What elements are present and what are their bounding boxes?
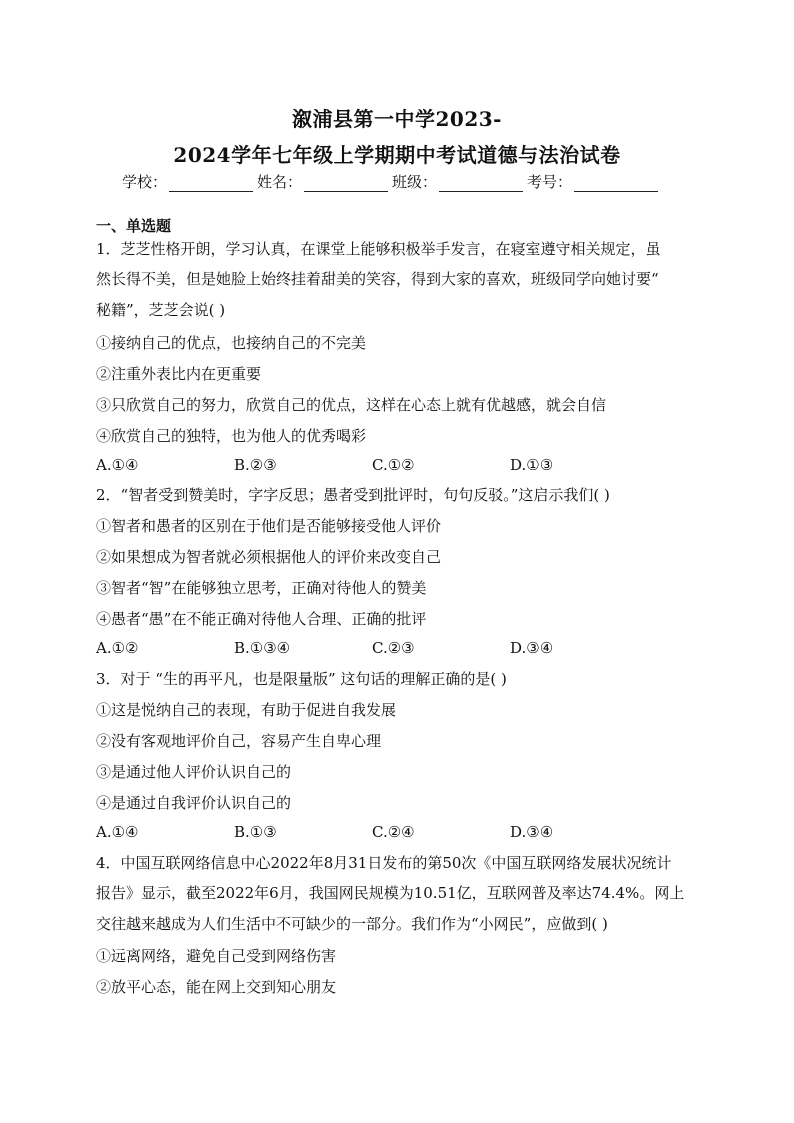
q2-option-d[interactable]: D.③④: [510, 639, 554, 657]
q4-stem-line-1: 4．中国互联网络信息中心2022年8月31日发布的第50次《中国互联网络发展状况统计: [96, 854, 672, 872]
q1-option-d[interactable]: D.①③: [510, 456, 554, 474]
q2-stem-line-1: 2．“智者受到赞美时，字字反思；愚者受到批评时，句句反驳。”这启示我们( ): [96, 486, 610, 504]
q2-option-a[interactable]: A.①②: [96, 639, 139, 657]
q3-statement-3: ③是通过他人评价认识自己的: [96, 763, 292, 781]
class-blank[interactable]: [439, 175, 523, 192]
q1-option-a[interactable]: A.①④: [96, 456, 139, 474]
q3-option-d[interactable]: D.③④: [510, 823, 554, 841]
q3-option-a[interactable]: A.①④: [96, 823, 139, 841]
class-field: [392, 171, 523, 192]
q1-statement-1: ①接纳自己的优点，也接纳自己的不完美: [96, 334, 367, 352]
q2-options: [96, 639, 696, 659]
q1-statement-2: ②注重外表比内在更重要: [96, 365, 262, 383]
section-title: 一、单选题: [96, 217, 172, 235]
q3-option-b[interactable]: B.①③: [234, 823, 277, 841]
exam-number-blank[interactable]: [574, 175, 658, 192]
q3-statement-1: ①这是悦纳自己的表现，有助于促进自我发展: [96, 701, 397, 719]
exam-title-line-1: 溆浦县第一中学2023-: [292, 107, 502, 131]
q3-statement-2: ②没有客观地评价自己，容易产生自卑心理: [96, 732, 382, 750]
exam-title-line-2: 2024学年七年级上学期期中考试道德与法治试卷: [173, 143, 621, 167]
q1-option-c[interactable]: C.①②: [372, 456, 415, 474]
q2-statement-3: ③智者“智”在能够独立思考，正确对待他人的赞美: [96, 579, 427, 597]
q1-statement-3: ③只欣赏自己的努力，欣赏自己的优点，这样在心态上就有优越感，就会自信: [96, 396, 607, 414]
q4-stem-line-3: 交往越来越成为人们生活中不可缺少的一部分。我们作为“小网民”，应做到( ): [96, 915, 608, 933]
q1-statement-4: ④欣赏自己的独特，也为他人的优秀喝彩: [96, 427, 367, 445]
q2-statement-1: ①智者和愚者的区别在于他们是否能够接受他人评价: [96, 517, 442, 535]
student-info-fields: [122, 171, 660, 192]
name-field: [257, 171, 388, 192]
q1-stem-line-1: 1．芝芝性格开朗，学习认真，在课堂上能够积极举手发言，在寝室遵守相关规定，虽: [96, 240, 661, 258]
exam-number-label: 考号：: [527, 173, 573, 191]
q2-option-b[interactable]: B.①③④: [234, 639, 291, 657]
q2-option-c[interactable]: C.②③: [372, 639, 415, 657]
q1-stem-line-2: 然长得不美，但是她脸上始终挂着甜美的笑容，得到大家的喜欢，班级同学向她讨要“: [96, 270, 659, 288]
q2-statement-2: ②如果想成为智者就必须根据他人的评价来改变自己: [96, 548, 442, 566]
q4-statement-1: ①远离网络，避免自己受到网络伤害: [96, 947, 337, 965]
name-blank[interactable]: [304, 175, 388, 192]
name-label: 姓名：: [257, 173, 303, 191]
q4-statement-2: ②放平心态，能在网上交到知心朋友: [96, 978, 337, 996]
school-label: 学校：: [122, 173, 168, 191]
school-field: [122, 171, 253, 192]
q3-statement-4: ④是通过自我评价认识自己的: [96, 794, 292, 812]
q1-options: [96, 456, 696, 476]
q1-option-b[interactable]: B.②③: [234, 456, 277, 474]
q2-statement-4: ④愚者“愚”在不能正确对待他人合理、正确的批评: [96, 610, 427, 628]
exam-number-field: [527, 171, 658, 192]
q3-options: [96, 823, 696, 843]
q3-option-c[interactable]: C.②④: [372, 823, 415, 841]
q3-stem-line-1: 3．对于 “生的再平凡，也是限量版” 这句话的理解正确的是( ): [96, 670, 507, 688]
class-label: 班级：: [392, 173, 438, 191]
q1-stem-line-3: 秘籍”，芝芝会说( ): [96, 301, 226, 319]
q4-stem-line-2: 报告》显示，截至2022年6月，我国网民规模为10.51亿，互联网普及率达74.4%。网上: [96, 884, 685, 902]
school-blank[interactable]: [169, 175, 253, 192]
